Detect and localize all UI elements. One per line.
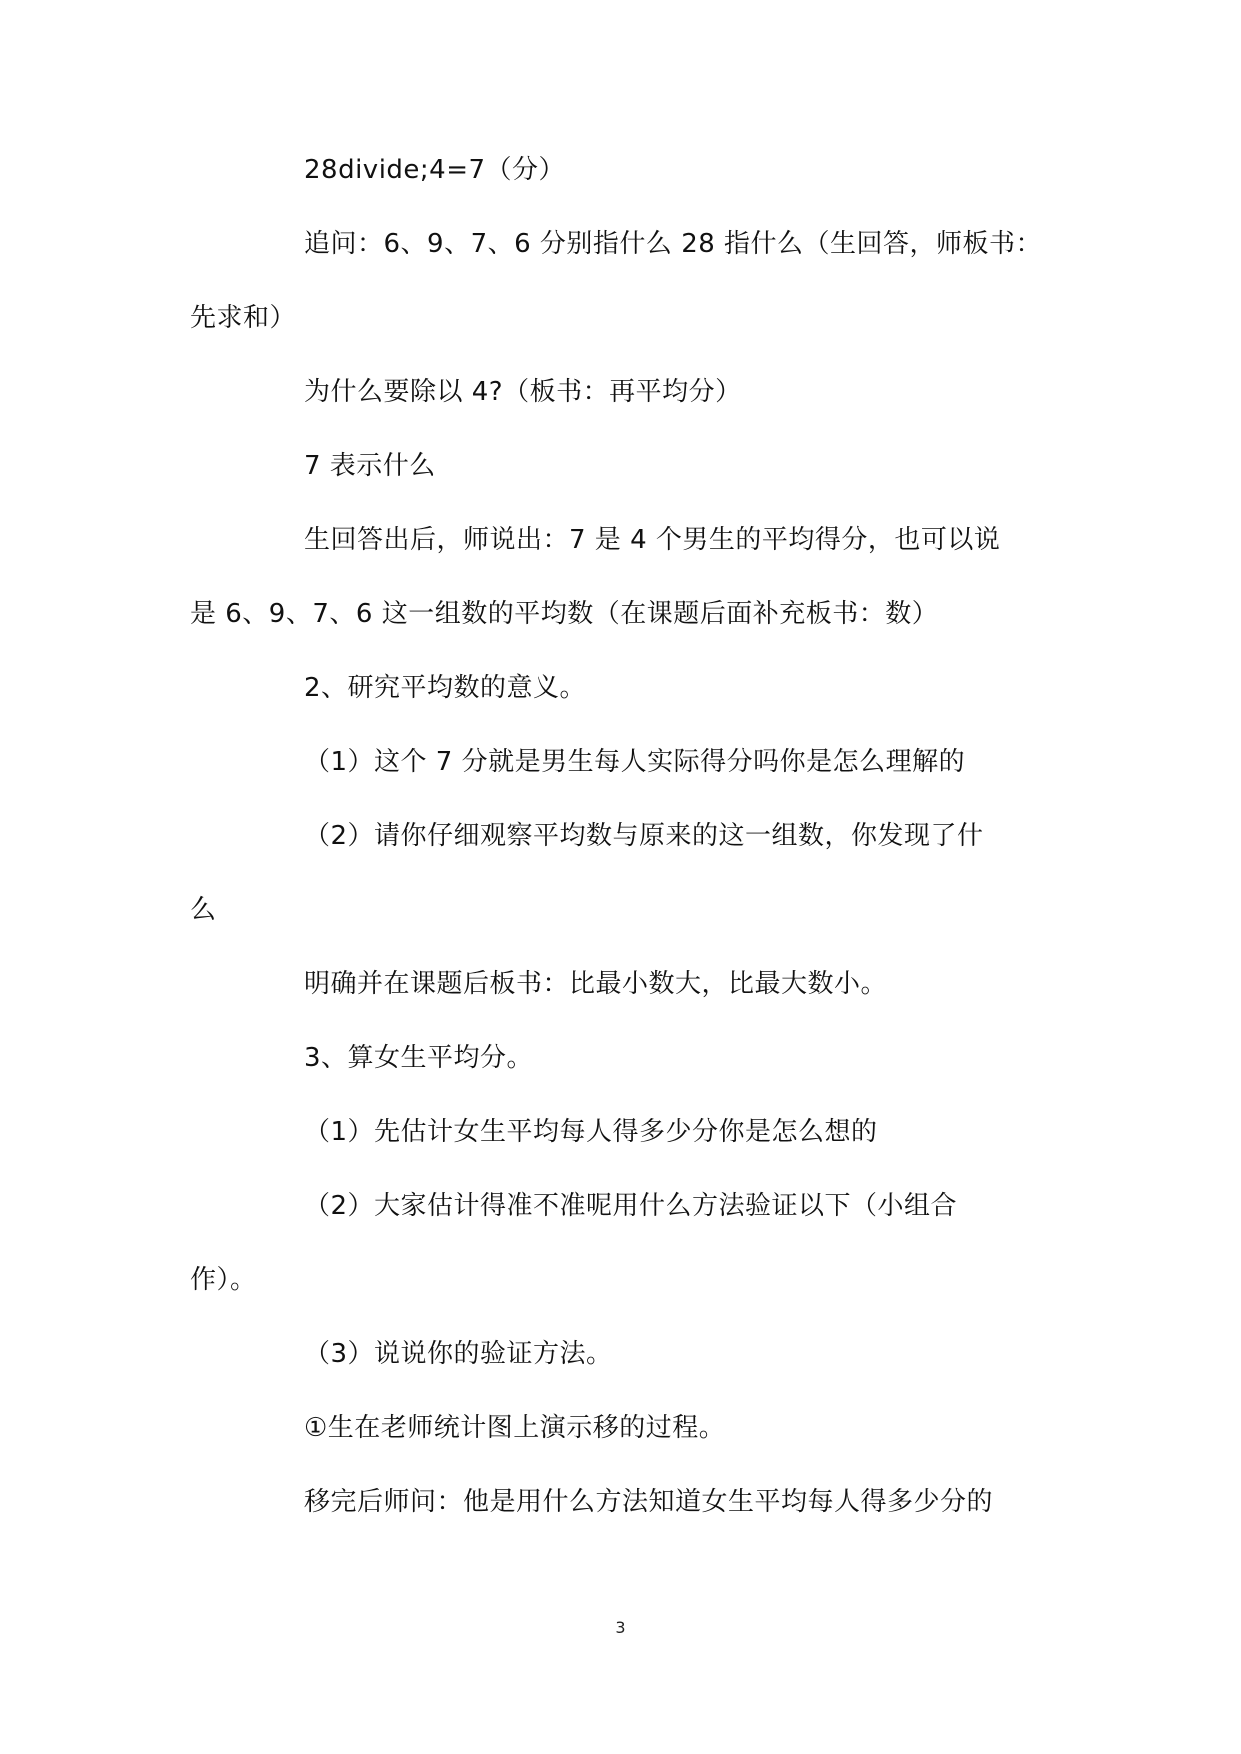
text-line-demonstration: ①生在老师统计图上演示移的过程。 bbox=[304, 1413, 726, 1443]
text-line-average-of-group: 是 6、9、7、6 这一组数的平均数（在课题后面补充板书：数） bbox=[190, 599, 939, 629]
text-line-conclusion: 明确并在课题后板书：比最小数大，比最大数小。 bbox=[304, 969, 888, 999]
text-line-sum-first: 先求和） bbox=[190, 303, 297, 333]
text-line-verify-end: 作）。 bbox=[190, 1265, 257, 1295]
page-number: 3 bbox=[615, 1618, 626, 1637]
text-line-question-2: （2）请你仔细观察平均数与原来的这一组数，你发现了什 bbox=[304, 821, 984, 851]
text-line-why-divide: 为什么要除以 4?（板书：再平均分） bbox=[304, 377, 742, 407]
text-line-question-2-end: 么 bbox=[190, 895, 217, 925]
text-line-method: （3）说说你的验证方法。 bbox=[304, 1339, 613, 1369]
text-line-teacher-asks: 移完后师问：他是用什么方法知道女生平均每人得多少分的 bbox=[304, 1487, 994, 1517]
text-line-verify: （2）大家估计得准不准呢用什么方法验证以下（小组合 bbox=[304, 1191, 958, 1221]
text-line-follow-up-question: 追问：6、9、7、6 分别指什么 28 指什么（生回答，师板书： bbox=[304, 229, 1043, 259]
text-line-division: 28divide;4=7（分） bbox=[304, 155, 566, 185]
text-line-what-is-7: 7 表示什么 bbox=[304, 451, 436, 481]
section-heading-meaning: 2、研究平均数的意义。 bbox=[304, 673, 587, 703]
text-line-question-1: （1）这个 7 分就是男生每人实际得分吗你是怎么理解的 bbox=[304, 747, 966, 777]
text-line-estimate: （1）先估计女生平均每人得多少分你是怎么想的 bbox=[304, 1117, 878, 1147]
text-line-teacher-explains: 生回答出后，师说出：7 是 4 个男生的平均得分，也可以说 bbox=[304, 525, 1001, 555]
section-heading-girls-average: 3、算女生平均分。 bbox=[304, 1043, 534, 1073]
